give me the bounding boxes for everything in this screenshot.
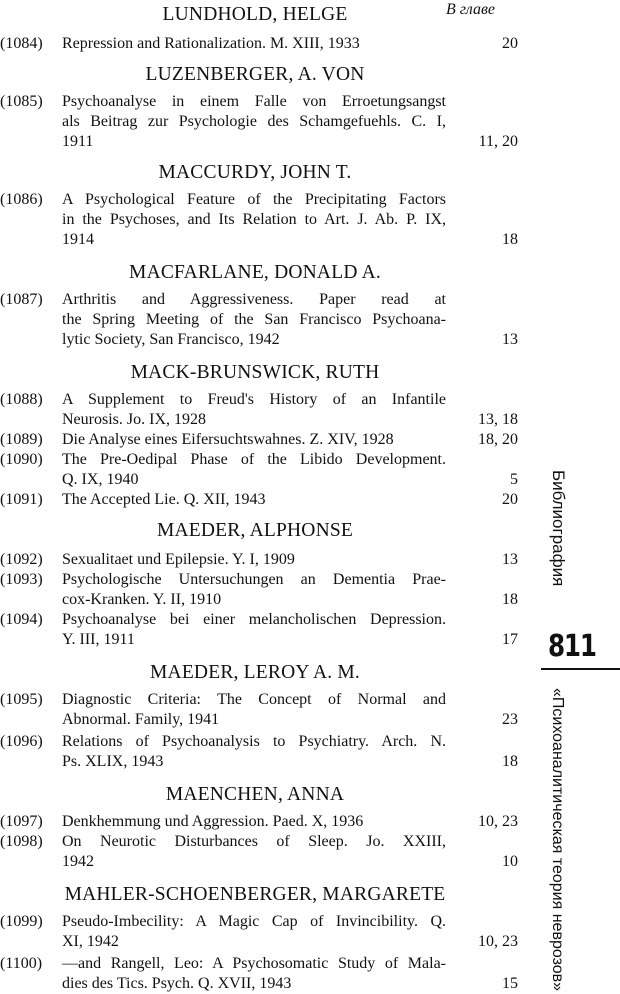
- entry-chapters: 11, 20: [478, 133, 518, 150]
- entry-text-line: XI, 1942: [62, 933, 119, 950]
- author-heading: MACCURDY, JOHN T.: [158, 162, 352, 183]
- book-title: «Психоаналитическая теория неврозов»: [549, 688, 566, 992]
- chapter-column-label: В главе: [446, 1, 496, 18]
- entry-number: (1093): [0, 571, 43, 588]
- entry-chapters: 5: [510, 471, 518, 488]
- entry-text-line: Abnormal. Family, 1941: [62, 711, 220, 728]
- entry-text-line: cox-Kranken. Y. II, 1910: [62, 591, 222, 608]
- entry-text-line: Ps. XLIX, 1943: [62, 753, 164, 770]
- entry-chapters: 23: [502, 711, 518, 728]
- entry-number: (1094): [0, 611, 43, 628]
- entry-chapters: 15: [502, 975, 518, 992]
- entry-number: (1087): [0, 291, 43, 308]
- author-heading: MAEDER, LEROY A. M.: [150, 662, 360, 683]
- entry-text-line: On Neurotic Disturbances of Sleep. Jo. XXIII,: [62, 833, 446, 850]
- entry-text-line: Psychoanalyse bei einer melancholischen Depression.: [62, 611, 446, 628]
- entry-chapters: 10, 23: [478, 813, 518, 830]
- entry-text-line: 1942: [62, 853, 94, 870]
- entry-number: (1095): [0, 691, 43, 708]
- entry-number: (1097): [0, 813, 43, 830]
- entry-text-line: Denkhemmung und Aggression. Paed. X, 1936: [62, 813, 364, 830]
- entry-chapters: 18: [502, 753, 518, 770]
- entry-chapters: 13, 18: [478, 411, 518, 428]
- author-heading: MAHLER-SCHOENBERGER, MARGARETE: [64, 884, 446, 905]
- entry-chapters: 18: [502, 231, 518, 248]
- page-number-rule: [541, 668, 620, 670]
- entry-number: (1084): [0, 35, 43, 52]
- author-heading: MACK-BRUNSWICK, RUTH: [130, 362, 380, 383]
- entry-chapters: 13: [502, 331, 518, 348]
- author-heading: MAEDER, ALPHONSE: [156, 520, 354, 541]
- entry-text-line: Diagnostic Criteria: The Concept of Normal and: [62, 691, 446, 708]
- entry-text-line: Relations of Psychoanalysis to Psychiatry. Arch. N.: [62, 733, 446, 750]
- entry-text-line: lytic Society, San Francisco, 1942: [62, 331, 280, 348]
- author-heading: LUZENBERGER, A. VON: [145, 64, 365, 85]
- page-number: 811: [548, 629, 596, 664]
- entry-text-line: Psychologische Untersuchungen an Dementia Prae-: [62, 571, 446, 588]
- entry-number: (1092): [0, 551, 43, 568]
- entry-chapters: 20: [502, 491, 518, 508]
- author-heading: LUNDHOLD, HELGE: [162, 4, 348, 25]
- entry-number: (1091): [0, 491, 43, 508]
- entry-number: (1089): [0, 431, 43, 448]
- entry-text-line: A Supplement to Freud's History of an Infantile: [62, 391, 446, 408]
- entry-chapters: 10: [502, 853, 518, 870]
- entry-number: (1100): [0, 955, 43, 972]
- entry-number: (1090): [0, 451, 43, 468]
- entry-text-line: The Accepted Lie. Q. XII, 1943: [62, 491, 266, 508]
- entry-chapters: 18, 20: [478, 431, 518, 448]
- entry-text-line: Arthritis and Aggressiveness. Paper read at: [62, 291, 446, 308]
- entry-chapters: 17: [502, 631, 518, 648]
- entry-text-line: the Spring Meeting of the San Francisco Psychoana-: [62, 311, 446, 328]
- entry-text-line: Sexualitaet und Epilepsie. Y. I, 1909: [62, 551, 295, 568]
- entry-text-line: als Beitrag zur Psychologie des Schamgefuehls. C. I,: [62, 113, 446, 130]
- entry-text-line: Psychoanalyse in einem Falle von Erroetungsangst: [62, 93, 446, 110]
- entry-text-line: 1911: [62, 133, 94, 150]
- entry-text-line: Pseudo-Imbecility: A Magic Cap of Invincibility. Q.: [62, 913, 446, 930]
- entry-chapters: 18: [502, 591, 518, 608]
- entry-number: (1085): [0, 93, 43, 110]
- entry-text-line: in the Psychoses, and Its Relation to Art. J. Ab. P. IX,: [62, 211, 446, 228]
- entry-text-line: —and Rangell, Leo: A Psychosomatic Study of Mala-: [62, 955, 446, 972]
- entry-number: (1096): [0, 733, 43, 750]
- entry-text-line: Q. IX, 1940: [62, 471, 139, 488]
- author-heading: MAENCHEN, ANNA: [165, 784, 345, 805]
- entry-chapters: 20: [502, 35, 518, 52]
- entry-text-line: dies des Tics. Psych. Q. XVII, 1943: [62, 975, 292, 992]
- entry-number: (1088): [0, 391, 43, 408]
- author-heading: MACFARLANE, DONALD A.: [129, 262, 381, 283]
- entry-text-line: 1914: [62, 231, 94, 248]
- entry-chapters: 10, 23: [478, 933, 518, 950]
- entry-text-line: A Psychological Feature of the Precipitating Factors: [62, 191, 446, 208]
- entry-chapters: 13: [502, 551, 518, 568]
- section-label: Библиография: [549, 470, 568, 587]
- entry-text-line: Y. III, 1911: [62, 631, 135, 648]
- entry-text-line: The Pre-Oedipal Phase of the Libido Development.: [62, 451, 446, 468]
- entry-text-line: Die Analyse eines Eifersuchtswahnes. Z. XIV, 1928: [62, 431, 394, 448]
- entry-number: (1098): [0, 833, 43, 850]
- entry-number: (1099): [0, 913, 43, 930]
- entry-text-line: Repression and Rationalization. M. XIII, 1933: [62, 35, 360, 52]
- entry-number: (1086): [0, 191, 43, 208]
- entry-text-line: Neurosis. Jo. IX, 1928: [62, 411, 206, 428]
